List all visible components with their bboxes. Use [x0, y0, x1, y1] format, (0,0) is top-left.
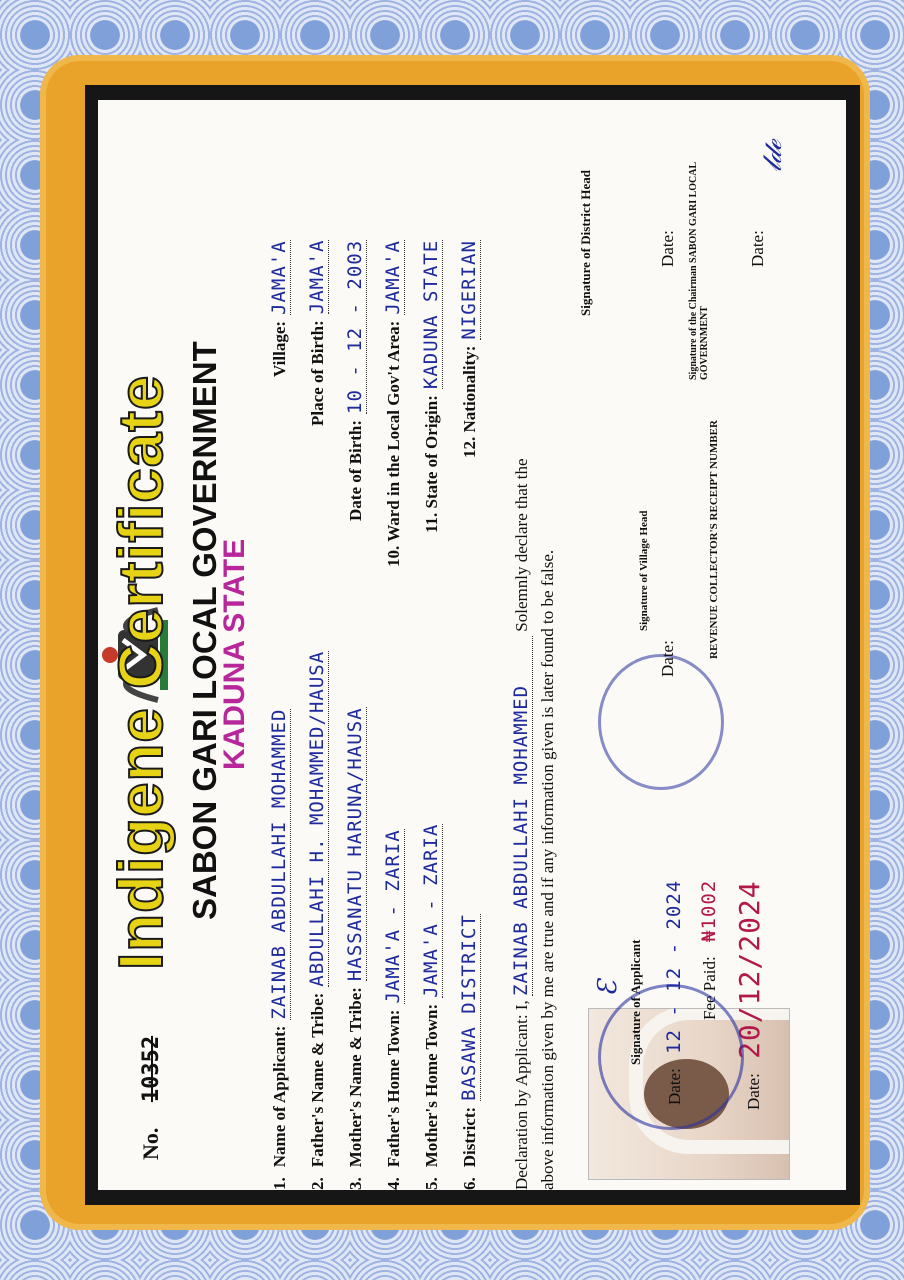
- chairman-date-row: [748, 230, 768, 267]
- fee-value: ₦1002: [698, 879, 720, 942]
- field-value: ABDULLAHI H. MOHAMMED/HAUSA: [306, 650, 328, 987]
- field-right-value: KADUNA STATE: [420, 239, 442, 390]
- field-row: [344, 707, 367, 1190]
- field-number: 2.: [308, 1177, 327, 1190]
- field-label: Father's Home Town:: [384, 1009, 403, 1168]
- field-right-label: Village:: [270, 320, 289, 377]
- field-value: JAMA'A - ZARIA: [420, 823, 442, 998]
- field-number: 6.: [460, 1177, 479, 1190]
- field-row: [268, 709, 291, 1190]
- field-label: District:: [460, 1106, 479, 1168]
- chairman-signature: 𝓁𝒹ℯ: [758, 140, 788, 172]
- declaration-name: ZAINAB ABDULLAHI MOHAMMED: [510, 636, 533, 996]
- declaration-line-1: [510, 458, 533, 1190]
- number-label: No.: [138, 1127, 163, 1160]
- field-right-row: [382, 240, 405, 567]
- chairman-date-label: Date:: [748, 230, 767, 267]
- declaration-end: Solemnly declare that the: [512, 458, 531, 632]
- field-row: [306, 651, 329, 1190]
- field-right-value: 10 - 12 - 2003: [344, 239, 366, 414]
- district-date-row: [658, 230, 678, 267]
- field-row: [420, 824, 443, 1190]
- applicant-signature: Ɛ: [593, 979, 623, 996]
- field-right-label: 12. Nationality:: [460, 345, 479, 458]
- chairman-label: Signature of the Chairman SABON GARI LOCAL GOVERNMENT: [688, 162, 710, 380]
- applicant-date: 12 - 12 - 2024: [663, 879, 685, 1054]
- village-head-label: Signature of Village Head: [638, 510, 650, 631]
- certificate-title: Indigene Certificate: [107, 374, 176, 970]
- field-right-value: JAMA'A: [306, 239, 328, 315]
- field-right-row: [268, 240, 291, 377]
- field-right-label: Place of Birth:: [308, 320, 327, 426]
- field-number: 1.: [270, 1177, 289, 1190]
- fee-label: Fee Paid:: [700, 956, 719, 1020]
- field-value: BASAWA DISTRICT: [458, 914, 480, 1101]
- certificate-sheet: [98, 100, 846, 1190]
- field-right-label: 11. State of Origin:: [422, 395, 441, 533]
- field-number: 5.: [422, 1177, 441, 1190]
- declaration-label: Declaration by Applicant: I,: [512, 1000, 531, 1190]
- lga-name: SABON GARI LOCAL GOVERNMENT: [186, 341, 223, 920]
- field-value: JAMA'A - ZARIA: [382, 829, 404, 1004]
- field-right-row: [306, 240, 329, 426]
- rotated-content: [98, 100, 846, 1190]
- village-date-row: [658, 640, 678, 677]
- field-label: Name of Applicant:: [270, 1025, 289, 1168]
- field-label: Mother's Home Town:: [422, 1003, 441, 1168]
- field-value: ZAINAB ABDULLAHI MOHAMMED: [268, 708, 290, 1020]
- certificate-number: [138, 1036, 164, 1160]
- receipt-label: REVENUE COLLECTOR'S RECEIPT NUMBER: [708, 420, 720, 659]
- district-date-label: Date:: [658, 230, 677, 267]
- field-right-value: NIGERIAN: [458, 240, 480, 340]
- field-right-row: [344, 240, 367, 521]
- field-number: 3.: [346, 1177, 365, 1190]
- field-row: [382, 829, 405, 1190]
- field-right-row: [420, 240, 443, 533]
- district-head-stamp: [598, 984, 744, 1130]
- field-right-row: [458, 240, 481, 458]
- fee-date: 20/12/2024: [733, 880, 766, 1059]
- state-name: KADUNA STATE: [218, 538, 251, 770]
- district-head-label: Signature of District Head: [578, 170, 593, 316]
- field-number: 4.: [384, 1177, 403, 1190]
- field-row: [458, 914, 481, 1190]
- field-label: Father's Name & Tribe:: [308, 992, 327, 1168]
- applicant-signature-label: Signature of Applicant: [628, 939, 643, 1065]
- field-right-value: JAMA'A: [268, 240, 290, 315]
- declaration-line-2: above information given by me are true and if any information given is later found to be false.: [538, 549, 557, 1190]
- field-right-label: Date of Birth:: [346, 419, 365, 521]
- applicant-date-label: Date:: [665, 1068, 684, 1105]
- field-value: HASSANATU HARUNA/HAUSA: [344, 707, 366, 982]
- field-right-label: 10. Ward in the Local Gov't Area:: [384, 320, 403, 567]
- number-value: 10352: [139, 1035, 164, 1103]
- village-date-label: Date:: [658, 640, 677, 677]
- field-right-value: JAMA'A: [382, 240, 404, 315]
- field-label: Mother's Name & Tribe:: [346, 987, 365, 1168]
- fee-date-label: Date:: [744, 1073, 763, 1110]
